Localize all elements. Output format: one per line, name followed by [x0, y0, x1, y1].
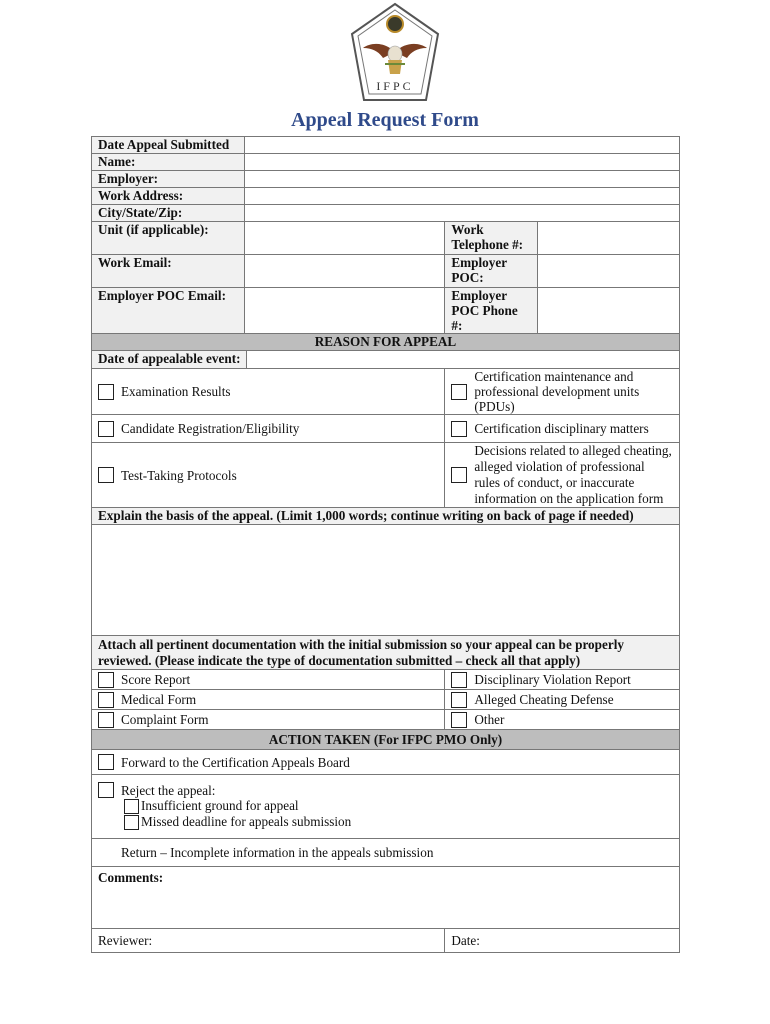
reason-for-appeal-header: REASON FOR APPEAL — [92, 334, 680, 351]
employer-poc-input[interactable] — [538, 255, 680, 288]
work-telephone-input[interactable] — [538, 222, 680, 255]
employer-label: Employer: — [92, 171, 245, 188]
date-label: Date: — [451, 933, 480, 948]
alleged-cheating-defense-checkbox[interactable] — [451, 692, 467, 708]
date-event-input[interactable] — [247, 351, 265, 368]
certification-maintenance-checkbox[interactable] — [451, 384, 467, 400]
score-report-checkbox[interactable] — [98, 672, 114, 688]
reason-option-cell — [92, 443, 445, 508]
missed-deadline-label: Missed deadline for appeals submission — [141, 814, 352, 829]
reject-checkbox[interactable] — [98, 782, 114, 798]
other-checkbox[interactable] — [451, 712, 467, 728]
date-event-label: Date of appealable event: — [92, 351, 247, 368]
forward-checkbox[interactable] — [98, 754, 114, 770]
disciplinary-matters-checkbox[interactable] — [451, 421, 467, 437]
disciplinary-matters-label: Certification disciplinary matters — [474, 421, 649, 436]
appeal-form-table — [91, 136, 680, 953]
return-label: Return – Incomplete information in the appeals submission — [92, 839, 680, 867]
doc-option-cell — [92, 690, 445, 710]
date-event-row — [92, 351, 680, 369]
work-email-input[interactable] — [244, 255, 444, 288]
work-address-input[interactable] — [244, 188, 679, 205]
attach-documentation-label: Attach all pertinent documentation with the initial submission so your appeal can be properly reviewed. (Please indicate the type of documentation submitted – check all that apply) — [92, 636, 680, 670]
work-email-label: Work Email: — [92, 255, 245, 288]
unit-input[interactable] — [244, 222, 444, 255]
missed-deadline-checkbox[interactable] — [124, 815, 139, 830]
disciplinary-violation-report-label: Disciplinary Violation Report — [474, 672, 631, 687]
reject-row — [92, 775, 680, 839]
test-taking-protocols-checkbox[interactable] — [98, 467, 114, 483]
unit-label: Unit (if applicable): — [92, 222, 245, 255]
certification-maintenance-label: Certification maintenance and professional development units (PDUs) — [474, 369, 640, 414]
score-report-label: Score Report — [121, 672, 191, 687]
explain-basis-label: Explain the basis of the appeal. (Limit 1,000 words; continue writing on back of page if needed) — [92, 508, 680, 525]
candidate-registration-checkbox[interactable] — [98, 421, 114, 437]
date-field[interactable] — [445, 929, 680, 953]
insufficient-ground-label: Insufficient ground for appeal — [141, 798, 299, 813]
cheating-decisions-checkbox[interactable] — [451, 467, 467, 483]
city-state-zip-label: City/State/Zip: — [92, 205, 245, 222]
date-submitted-input[interactable] — [244, 137, 679, 154]
alleged-cheating-defense-label: Alleged Cheating Defense — [474, 692, 614, 707]
medical-form-checkbox[interactable] — [98, 692, 114, 708]
forward-label: Forward to the Certification Appeals Board — [121, 754, 350, 770]
employer-input[interactable] — [244, 171, 679, 188]
other-label: Other — [474, 712, 505, 727]
disciplinary-violation-report-checkbox[interactable] — [451, 672, 467, 688]
complaint-form-checkbox[interactable] — [98, 712, 114, 728]
doc-option-cell — [445, 690, 680, 710]
employer-poc-email-input[interactable] — [244, 288, 444, 334]
doc-option-cell — [92, 670, 445, 690]
explain-basis-input[interactable] — [92, 525, 680, 636]
reason-option-cell — [445, 443, 680, 508]
medical-form-label: Medical Form — [121, 692, 197, 707]
name-input[interactable] — [244, 154, 679, 171]
examination-results-checkbox[interactable] — [98, 384, 114, 400]
action-taken-header: ACTION TAKEN (For IFPC PMO Only) — [92, 730, 680, 750]
reason-option-cell — [445, 415, 680, 443]
reviewer-label: Reviewer: — [98, 933, 153, 948]
forward-row — [92, 750, 680, 775]
candidate-registration-label: Candidate Registration/Eligibility — [121, 421, 300, 436]
employer-poc-email-label: Employer POC Email: — [92, 288, 245, 334]
reason-option-cell — [445, 369, 680, 415]
date-submitted-label: Date Appeal Submitted — [92, 137, 245, 154]
reason-option-cell — [92, 415, 445, 443]
name-label: Name: — [92, 154, 245, 171]
doc-option-cell — [92, 710, 445, 730]
ifpc-logo — [349, 2, 441, 102]
reason-option-cell — [92, 369, 445, 415]
employer-poc-label: Employer POC: — [445, 255, 538, 288]
reviewer-field[interactable] — [92, 929, 445, 953]
examination-results-label: Examination Results — [121, 384, 231, 399]
svg-text:IFPC: IFPC — [376, 79, 414, 93]
insufficient-ground-checkbox[interactable] — [124, 799, 139, 814]
work-address-label: Work Address: — [92, 188, 245, 205]
employer-poc-phone-label: Employer POC Phone #: — [445, 288, 538, 334]
test-taking-protocols-label: Test-Taking Protocols — [121, 467, 237, 483]
cheating-decisions-label: Decisions related to alleged cheating, alleged violation of professional rules of conduct, or inaccurate information on the application form — [474, 443, 672, 506]
form-title: Appeal Request Form — [291, 109, 479, 131]
employer-poc-phone-input[interactable] — [538, 288, 680, 334]
city-state-zip-input[interactable] — [244, 205, 679, 222]
comments-field[interactable] — [92, 867, 680, 929]
doc-option-cell — [445, 670, 680, 690]
comments-label: Comments: — [98, 870, 164, 885]
work-telephone-label: Work Telephone #: — [445, 222, 538, 255]
reject-label: Reject the appeal: — [121, 782, 216, 798]
complaint-form-label: Complaint Form — [121, 712, 209, 727]
doc-option-cell — [445, 710, 680, 730]
